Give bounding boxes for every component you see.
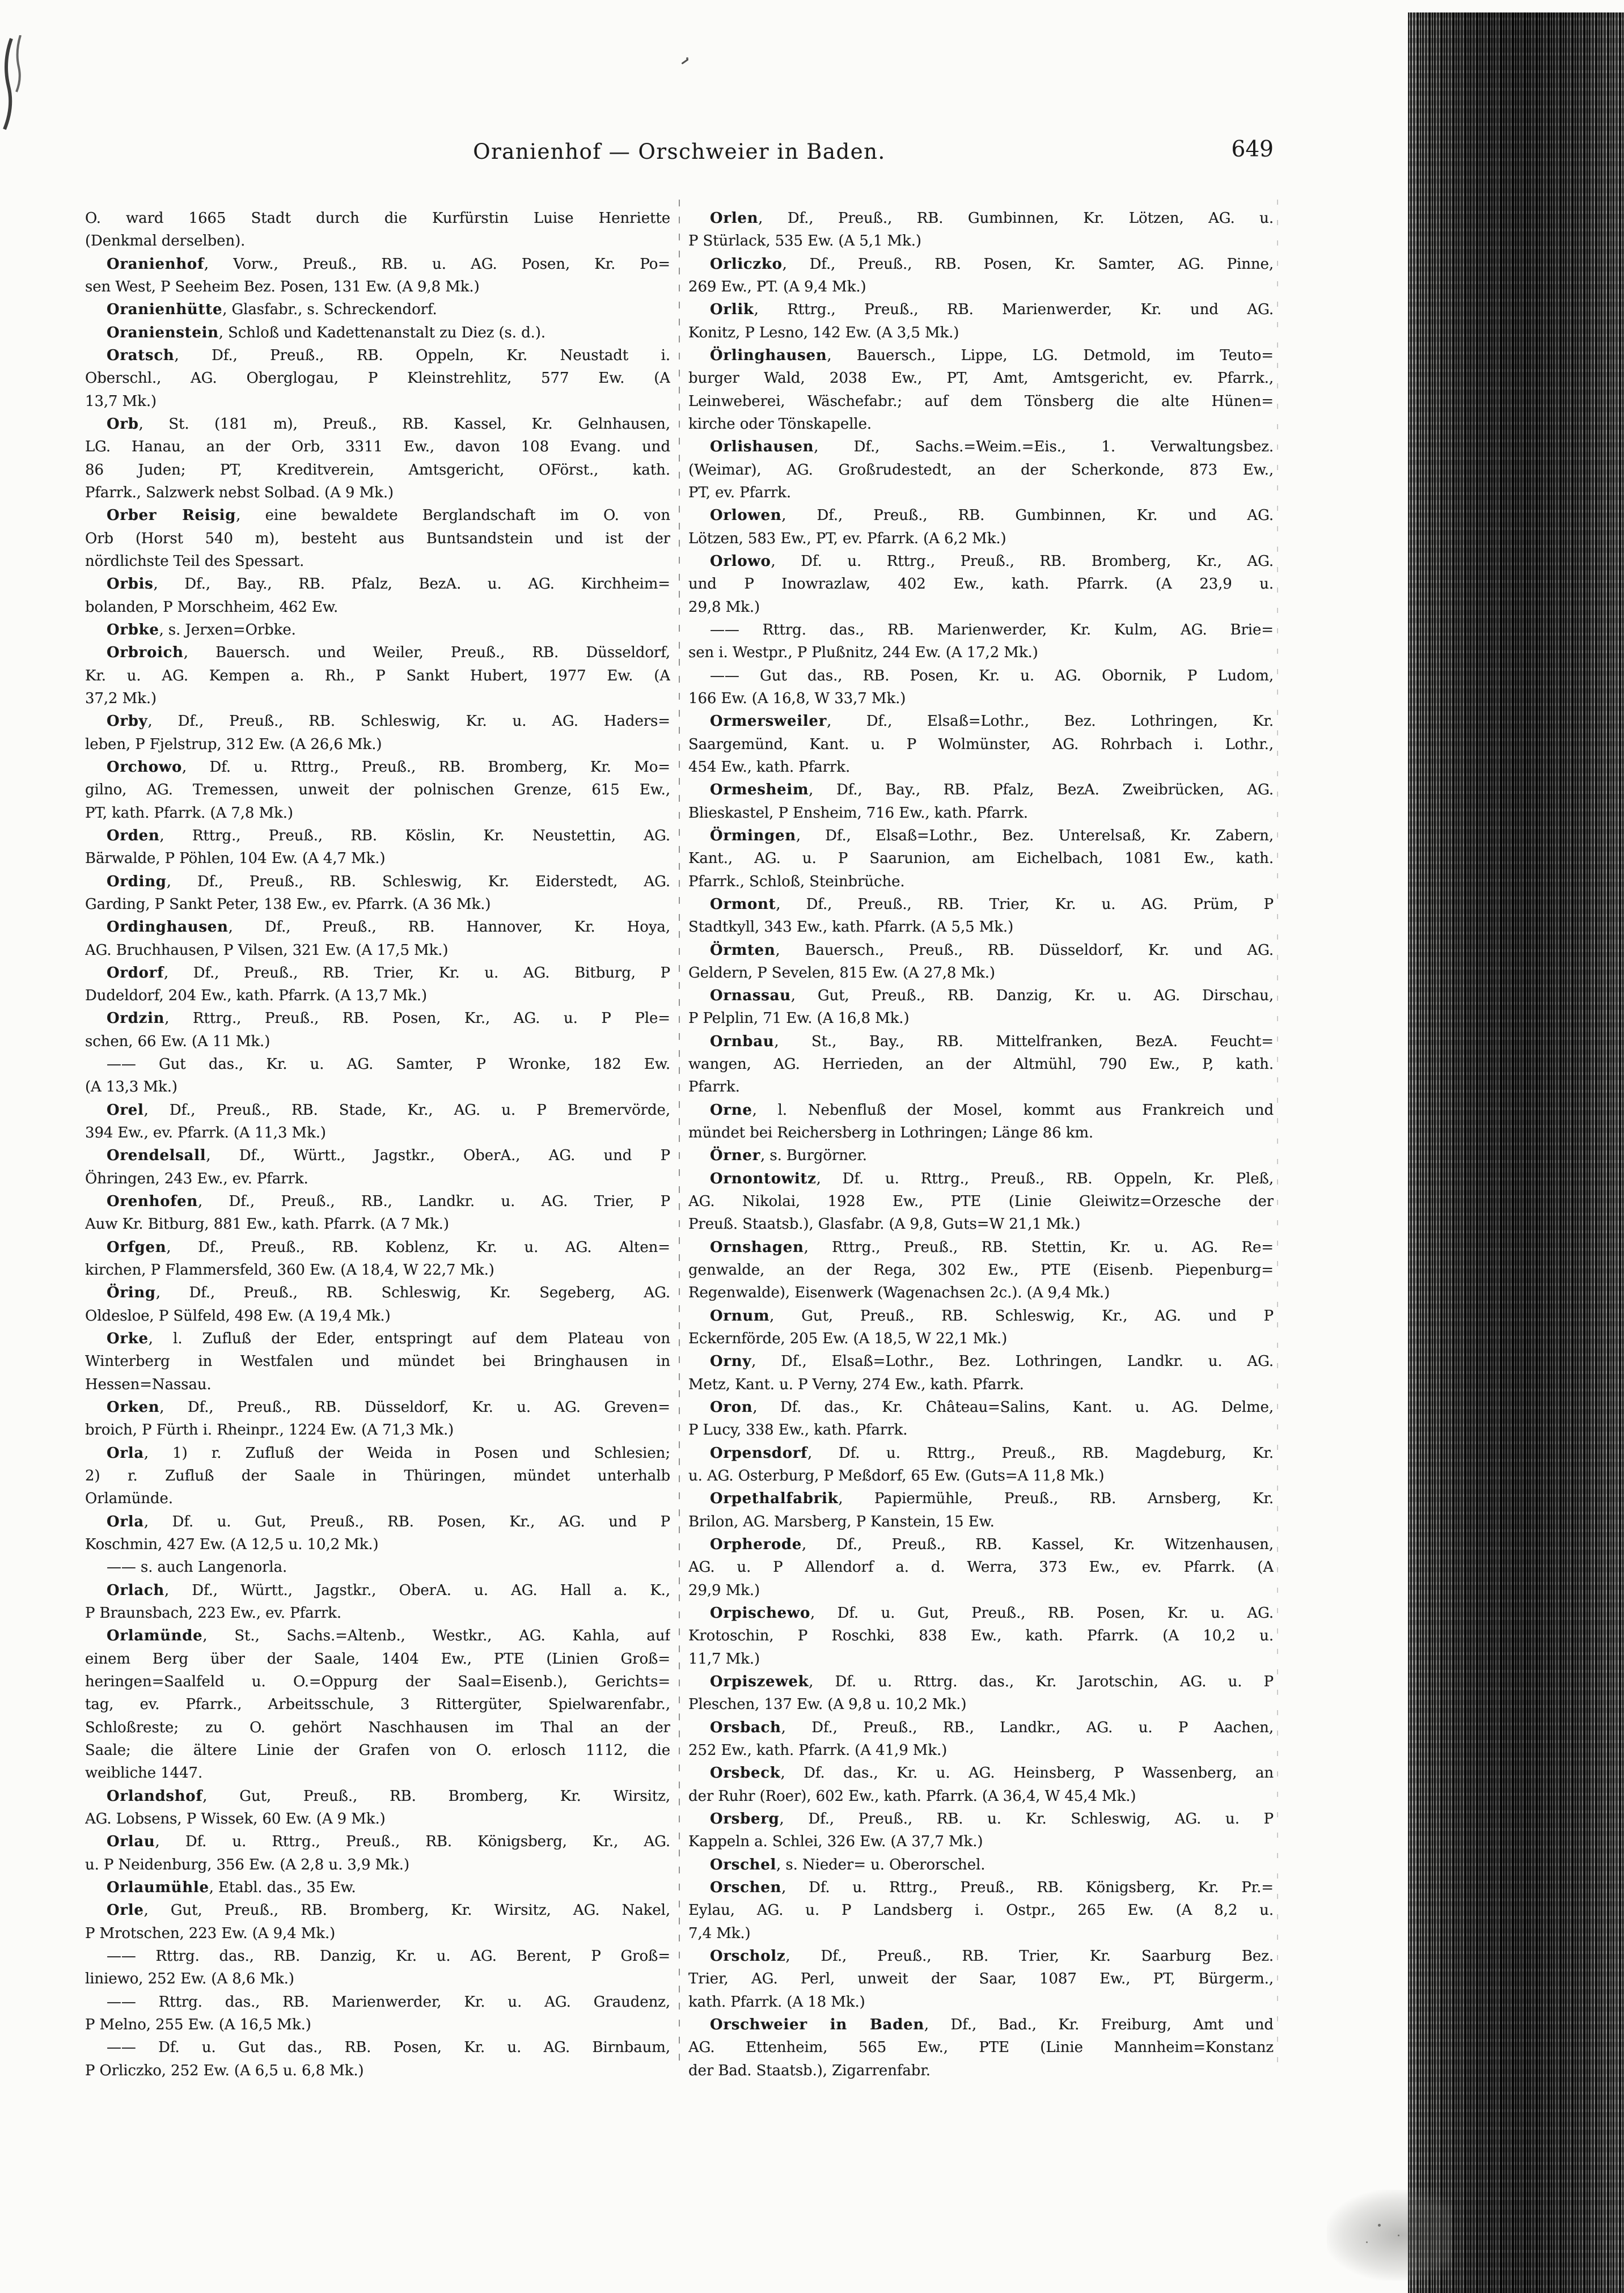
entry-line: —— Rttrg. das., RB. Marienwerder, Kr. Kulm, AG. Brie= bbox=[710, 621, 1274, 638]
entry-line: P Mrotschen, 223 Ew. (A 9,4 Mk.) bbox=[85, 1924, 336, 1942]
entry-line: Garding, P Sankt Peter, 138 Ew., ev. Pfarrk. (A 36 Mk.) bbox=[85, 895, 491, 913]
entry-headword: Orber Reisig bbox=[107, 507, 236, 524]
entry-headword: Oranienhof bbox=[107, 255, 204, 273]
entry-line: Blieskastel, P Ensheim, 716 Ew., kath. Pfarrk. bbox=[688, 804, 1028, 822]
entry-headword: Orlishausen bbox=[710, 438, 814, 456]
entry-line: Orpensdorf, Df. u. Rttrg., Preuß., RB. Magdeburg, Kr. bbox=[710, 1444, 1274, 1462]
entry-line: Kr. u. AG. Kempen a. Rh., P Sankt Hubert, 1977 Ew. (A bbox=[85, 667, 670, 684]
entry-line: LG. Hanau, an der Orb, 3311 Ew., davon 108 Evang. und bbox=[85, 438, 670, 456]
entry-headword: Orlaumühle bbox=[107, 1879, 209, 1896]
entry-line: 86 Juden; PT, Kreditverein, Amtsgericht, OFörst., kath. bbox=[85, 461, 670, 479]
entry-line: Kant., AG. u. P Saarunion, am Eichelbach, 1081 Ew., kath. bbox=[688, 850, 1274, 868]
entry-line: 252 Ew., kath. Pfarrk. (A 41,9 Mk.) bbox=[688, 1741, 948, 1759]
entry-line: Bärwalde, P Pöhlen, 104 Ew. (A 4,7 Mk.) bbox=[85, 850, 386, 868]
entry-headword: Örmingen bbox=[710, 827, 796, 844]
entry-line: Oldesloe, P Sülfeld, 498 Ew. (A 19,4 Mk.) bbox=[85, 1307, 391, 1325]
entry-line: Ormont, Df., Preuß., RB. Trier, Kr. u. AG. Prüm, P bbox=[710, 895, 1274, 913]
entry-headword: Öring bbox=[107, 1284, 156, 1302]
entry-headword: Orbke bbox=[107, 621, 159, 638]
entry-line: einem Berg über der Saale, 1404 Ew., PTE (Linien Groß= bbox=[85, 1650, 670, 1668]
entry-headword: Ormersweiler bbox=[710, 713, 827, 730]
entry-line: 454 Ew., kath. Pfarrk. bbox=[688, 758, 851, 776]
entry-line: (Weimar), AG. Großrudestedt, an der Scherkonde, 873 Ew., bbox=[688, 461, 1274, 479]
entry-headword: Orschel bbox=[710, 1856, 777, 1873]
entry-line: kirchen, P Flammersfeld, 360 Ew. (A 18,4, W 22,7 Mk.) bbox=[85, 1262, 494, 1279]
entry-headword: Orel bbox=[107, 1101, 144, 1119]
right-margin-rule bbox=[1277, 200, 1278, 2066]
entry-line: 37,2 Mk.) bbox=[85, 689, 157, 707]
entry-line: O. ward 1665 Stadt durch die Kurfürstin Luise Henriette bbox=[85, 210, 670, 227]
entry-line: u. P Neidenburg, 356 Ew. (A 2,8 u. 3,9 Mk.) bbox=[85, 1856, 409, 1873]
entry-line: 269 Ew., PT. (A 9,4 Mk.) bbox=[688, 278, 866, 295]
entry-line: —— Rttrg. das., RB. Marienwerder, Kr. u. AG. Graudenz, bbox=[107, 1993, 670, 2011]
entry-line: weibliche 1447. bbox=[85, 1765, 203, 1782]
entry-line: AG. Bruchhausen, P Vilsen, 321 Ew. (A 17,5 Mk.) bbox=[85, 941, 449, 959]
entry-headword: Orbis bbox=[107, 576, 154, 593]
entry-line: liniewo, 252 Ew. (A 8,6 Mk.) bbox=[85, 1970, 294, 1988]
entry-headword: Orscholz bbox=[710, 1947, 786, 1965]
entry-line: Konitz, P Lesno, 142 Ew. (A 3,5 Mk.) bbox=[688, 324, 959, 341]
entry-line: Ordorf, Df., Preuß., RB. Trier, Kr. u. AG. Bitburg, P bbox=[107, 964, 670, 981]
entry-line: Ordinghausen, Df., Preuß., RB. Hannover, Kr. Hoya, bbox=[107, 919, 670, 936]
entry-line: nördlichste Teil des Spessart. bbox=[85, 552, 304, 570]
entry-line: Ording, Df., Preuß., RB. Schleswig, Kr. Eiderstedt, AG. bbox=[107, 873, 670, 890]
entry-line: 29,9 Mk.) bbox=[688, 1581, 760, 1599]
entry-line: Orbis, Df., Bay., RB. Pfalz, BezA. u. AG. Kirchheim= bbox=[107, 576, 670, 593]
entry-line: wangen, AG. Herrieden, an der Altmühl, 790 Ew., P, kath. bbox=[688, 1056, 1274, 1073]
entry-headword: Oron bbox=[710, 1399, 753, 1416]
entry-line: Orlen, Df., Preuß., RB. Gumbinnen, Kr. Lötzen, AG. u. bbox=[710, 210, 1274, 227]
entry-line: Leinweberei, Wäschefabr.; auf dem Tönsberg die alte Hünen= bbox=[688, 392, 1274, 410]
entry-line: Orlishausen, Df., Sachs.=Weim.=Eis., 1. Verwaltungsbez. bbox=[710, 438, 1274, 456]
entry-line: PT, ev. Pfarrk. bbox=[688, 484, 792, 501]
entry-line: Orlik, Rttrg., Preuß., RB. Marienwerder, Kr. und AG. bbox=[710, 301, 1274, 319]
entry-line: Orfgen, Df., Preuß., RB. Koblenz, Kr. u. AG. Alten= bbox=[107, 1238, 670, 1256]
entry-headword: Orla bbox=[107, 1513, 144, 1530]
entry-line: bolanden, P Morschheim, 462 Ew. bbox=[85, 598, 339, 616]
entry-line: (A 13,3 Mk.) bbox=[85, 1078, 177, 1096]
entry-line: Orsbach, Df., Preuß., RB., Landkr., AG. u. P Aachen, bbox=[710, 1719, 1274, 1736]
entry-line: Ornum, Gut, Preuß., RB. Schleswig, Kr., AG. und P bbox=[710, 1307, 1274, 1325]
entry-line: Preuß. Staatsb.), Glasfabr. (A 9,8, Guts=W 21,1 Mk.) bbox=[688, 1216, 1081, 1233]
entry-line: AG. Lobsens, P Wissek, 60 Ew. (A 9 Mk.) bbox=[85, 1810, 386, 1827]
entry-line: Auw Kr. Bitburg, 881 Ew., kath. Pfarrk. (A 7 Mk.) bbox=[85, 1216, 449, 1233]
entry-headword: Ornbau bbox=[710, 1033, 775, 1050]
entry-headword: Ormesheim bbox=[710, 781, 809, 799]
smudge-bottom-right bbox=[1327, 2190, 1452, 2281]
column-divider-rule bbox=[679, 200, 680, 2066]
entry-line: Brilon, AG. Marsberg, P Kanstein, 15 Ew. bbox=[688, 1513, 995, 1530]
entry-line: genwalde, an der Rega, 302 Ew., PTE (Eisenb. Piepenburg= bbox=[688, 1262, 1274, 1279]
entry-line: Oranienhof, Vorw., Preuß., RB. u. AG. Posen, Kr. Po= bbox=[107, 255, 670, 273]
entry-line: Orlamünde. bbox=[85, 1490, 174, 1508]
entry-line: Orsbeck, Df. das., Kr. u. AG. Heinsberg, P Wassenberg, an bbox=[710, 1765, 1274, 1782]
entry-line: Orscholz, Df., Preuß., RB. Trier, Kr. Saarburg Bez. bbox=[710, 1947, 1274, 1965]
entry-line: Orliczko, Df., Preuß., RB. Posen, Kr. Samter, AG. Pinne, bbox=[710, 255, 1274, 273]
entry-line: Pfarrk., Salzwerk nebst Solbad. (A 9 Mk.) bbox=[85, 484, 394, 501]
entry-line: —— Rttrg. das., RB. Danzig, Kr. u. AG. Berent, P Groß= bbox=[107, 1947, 670, 1965]
entry-headword: Orfgen bbox=[107, 1238, 167, 1256]
entry-line: Öhringen, 243 Ew., ev. Pfarrk. bbox=[85, 1170, 308, 1187]
entry-headword: Ordzin bbox=[107, 1010, 165, 1027]
entry-line: Ordzin, Rttrg., Preuß., RB. Posen, Kr., AG. u. P Ple= bbox=[107, 1010, 670, 1027]
entry-line: Ormersweiler, Df., Elsaß=Lothr., Bez. Lothringen, Kr. bbox=[710, 713, 1274, 730]
entry-line: 11,7 Mk.) bbox=[688, 1650, 760, 1668]
entry-line: 29,8 Mk.) bbox=[688, 598, 760, 616]
entry-headword: Orlau bbox=[107, 1833, 155, 1851]
entry-line: Orle, Gut, Preuß., RB. Bromberg, Kr. Wirsitz, AG. Nakel, bbox=[107, 1902, 670, 1919]
entry-line: Örmingen, Df., Elsaß=Lothr., Bez. Unterelsaß, Kr. Zabern, bbox=[710, 827, 1274, 844]
entry-line: Kappeln a. Schlei, 326 Ew. (A 37,7 Mk.) bbox=[688, 1833, 983, 1851]
entry-line: —— Df. u. Gut das., RB. Posen, Kr. u. AG. Birnbaum, bbox=[107, 2039, 670, 2057]
column-right bbox=[688, 207, 1274, 2082]
entry-headword: Orsbeck bbox=[710, 1765, 781, 1782]
entry-line: Krotoschin, P Roschki, 838 Ew., kath. Pfarrk. (A 10,2 u. bbox=[688, 1627, 1274, 1645]
column-left bbox=[85, 207, 670, 2082]
entry-line: Ornbau, St., Bay., RB. Mittelfranken, BezA. Feucht= bbox=[710, 1033, 1274, 1050]
entry-line: P Orliczko, 252 Ew. (A 6,5 u. 6,8 Mk.) bbox=[85, 2062, 364, 2079]
entry-line: Pfarrk., Schloß, Steinbrüche. bbox=[688, 873, 905, 890]
entry-line: Pfarrk. bbox=[688, 1078, 740, 1096]
entry-line: der Bad. Staatsb.), Zigarrenfabr. bbox=[688, 2062, 931, 2079]
entry-line: Öring, Df., Preuß., RB. Schleswig, Kr. Segeberg, AG. bbox=[107, 1284, 670, 1302]
entry-line: 2) r. Zufluß der Saale in Thüringen, mündet unterhalb bbox=[85, 1467, 670, 1485]
entry-line: Ornshagen, Rttrg., Preuß., RB. Stettin, Kr. u. AG. Re= bbox=[710, 1238, 1274, 1256]
entry-line: Oranienstein, Schloß und Kadettenanstalt zu Diez (s. d.). bbox=[107, 324, 546, 341]
entry-line: Orpischewo, Df. u. Gut, Preuß., RB. Posen, Kr. u. AG. bbox=[710, 1605, 1274, 1622]
dirt-speck bbox=[680, 57, 690, 67]
entry-line: mündet bei Reichersberg in Lothringen; Länge 86 km. bbox=[688, 1124, 1094, 1142]
entry-line: Oberschl., AG. Oberglogau, P Kleinstrehlitz, 577 Ew. (A bbox=[85, 370, 670, 387]
entry-line: Saale; die ältere Linie der Grafen von O. erlosch 1112, die bbox=[85, 1741, 670, 1759]
entry-line: AG. Ettenheim, 565 Ew., PTE (Linie Mannheim=Konstanz bbox=[688, 2039, 1274, 2057]
entry-headword: Ornassau bbox=[710, 987, 791, 1005]
entry-headword: Orbroich bbox=[107, 644, 184, 662]
entry-line: 13,7 Mk.) bbox=[85, 392, 157, 410]
entry-line: Winterberg in Westfalen und mündet bei Bringhausen in bbox=[85, 1353, 670, 1370]
entry-line: Oratsch, Df., Preuß., RB. Oppeln, Kr. Neustadt i. bbox=[107, 346, 670, 364]
entry-line: Orber Reisig, eine bewaldete Berglandschaft im O. von bbox=[107, 507, 670, 524]
book-edge-scan-artifact bbox=[1408, 12, 1624, 2293]
entry-line: Orschel, s. Nieder= u. Oberorschel. bbox=[710, 1856, 986, 1873]
entry-line: 394 Ew., ev. Pfarrk. (A 11,3 Mk.) bbox=[85, 1124, 326, 1142]
entry-line: burger Wald, 2038 Ew., PT, Amt, Amtsgericht, ev. Pfarrk., bbox=[688, 370, 1274, 387]
entry-line: Schloßreste; zu O. gehört Naschhausen im Thal an der bbox=[85, 1719, 670, 1736]
entry-line: Geldern, P Sevelen, 815 Ew. (A 27,8 Mk.) bbox=[688, 964, 995, 981]
entry-headword: Orenhofen bbox=[107, 1193, 198, 1211]
entry-line: Orenhofen, Df., Preuß., RB., Landkr. u. AG. Trier, P bbox=[107, 1193, 670, 1211]
entry-headword: Orliczko bbox=[710, 255, 783, 273]
entry-line: Orel, Df., Preuß., RB. Stade, Kr., AG. u. P Bremervörde, bbox=[107, 1101, 670, 1119]
entry-headword: Orsberg bbox=[710, 1810, 780, 1827]
entry-line: broich, P Fürth i. Rheinpr., 1224 Ew. (A 71,3 Mk.) bbox=[85, 1422, 454, 1439]
entry-line: sen i. Westpr., P Plußnitz, 244 Ew. (A 17,2 Mk.) bbox=[688, 644, 1038, 662]
entry-line: Lötzen, 583 Ew., PT, ev. Pfarrk. (A 6,2 Mk.) bbox=[688, 530, 1006, 547]
entry-line: (Denkmal derselben). bbox=[85, 232, 246, 250]
entry-headword: Ornum bbox=[710, 1307, 770, 1325]
entry-headword: Örner bbox=[710, 1147, 760, 1165]
entry-headword: Orlach bbox=[107, 1581, 165, 1599]
entry-headword: Orne bbox=[710, 1101, 752, 1119]
entry-headword: Orden bbox=[107, 827, 160, 844]
entry-line: Ornontowitz, Df. u. Rttrg., Preuß., RB. Oppeln, Kr. Pleß, bbox=[710, 1170, 1274, 1187]
entry-line: Orb, St. (181 m), Preuß., RB. Kassel, Kr. Gelnhausen, bbox=[107, 415, 670, 433]
entry-line: heringen=Saalfeld u. O.=Oppurg der Saal=Eisenb.), Gerichts= bbox=[85, 1673, 670, 1690]
entry-line: leben, P Fjelstrup, 312 Ew. (A 26,6 Mk.) bbox=[85, 735, 382, 753]
entry-line: Eckernförde, 205 Ew. (A 18,5, W 22,1 Mk.) bbox=[688, 1330, 1008, 1348]
entry-line: Örner, s. Burgörner. bbox=[710, 1147, 867, 1165]
entry-headword: Orendelsall bbox=[107, 1147, 206, 1165]
entry-headword: Orby bbox=[107, 713, 148, 730]
entry-headword: Orlik bbox=[710, 301, 754, 319]
entry-headword: Orken bbox=[107, 1399, 160, 1416]
entry-headword: Orb bbox=[107, 415, 139, 433]
entry-line: Orlaumühle, Etabl. das., 35 Ew. bbox=[107, 1879, 356, 1896]
ink-smear-top-left bbox=[0, 35, 31, 149]
entry-line: tag, ev. Pfarrk., Arbeitsschule, 3 Rittergüter, Spielwarenfabr., bbox=[85, 1696, 670, 1714]
entry-line: gilno, AG. Tremessen, unweit der polnischen Grenze, 615 Ew., bbox=[85, 781, 670, 799]
entry-line: Regenwalde), Eisenwerk (Wagenachsen 2c.). (A 9,4 Mk.) bbox=[688, 1284, 1110, 1302]
entry-line: Saargemünd, Kant. u. P Wolmünster, AG. Rohrbach i. Lothr., bbox=[688, 735, 1274, 753]
entry-headword: Örmten bbox=[710, 941, 776, 959]
entry-headword: Ordinghausen bbox=[107, 919, 229, 936]
entry-line: Metz, Kant. u. P Verny, 274 Ew., kath. Pfarrk. bbox=[688, 1376, 1024, 1393]
entry-line: Orny, Df., Elsaß=Lothr., Bez. Lothringen, Landkr. u. AG. bbox=[710, 1353, 1274, 1370]
entry-line: Orschweier in Baden, Df., Bad., Kr. Freiburg, Amt und bbox=[710, 2016, 1274, 2033]
page-number: 649 bbox=[1231, 137, 1274, 162]
entry-line: Orke, l. Zufluß der Eder, entspringt auf dem Plateau von bbox=[107, 1330, 670, 1348]
entry-line: Orsberg, Df., Preuß., RB. u. Kr. Schleswig, AG. u. P bbox=[710, 1810, 1274, 1827]
entry-line: Orschen, Df. u. Rttrg., Preuß., RB. Königsberg, Kr. Pr.= bbox=[710, 1879, 1274, 1896]
entry-headword: Örlinghausen bbox=[710, 346, 827, 364]
entry-line: kirche oder Tönskapelle. bbox=[688, 415, 872, 433]
entry-headword: Orny bbox=[710, 1353, 752, 1370]
entry-line: Oranienhütte, Glasfabr., s. Schreckendorf. bbox=[107, 301, 437, 319]
entry-headword: Orke bbox=[107, 1330, 149, 1348]
entry-line: Orlamünde, St., Sachs.=Altenb., Westkr., AG. Kahla, auf bbox=[107, 1627, 670, 1645]
entry-line: —— s. auch Langenorla. bbox=[107, 1559, 287, 1576]
entry-line: Orpethalfabrik, Papiermühle, Preuß., RB. Arnsberg, Kr. bbox=[710, 1490, 1274, 1508]
entry-line: kath. Pfarrk. (A 18 Mk.) bbox=[688, 1993, 865, 2011]
entry-line: Trier, AG. Perl, unweit der Saar, 1087 Ew., PT, Bürgerm., bbox=[688, 1970, 1274, 1988]
speck-dot bbox=[686, 57, 688, 60]
entry-line: Orby, Df., Preuß., RB. Schleswig, Kr. u. AG. Haders= bbox=[107, 713, 670, 730]
entry-headword: Orpischewo bbox=[710, 1605, 811, 1622]
entry-line: Orlandshof, Gut, Preuß., RB. Bromberg, Kr. Wirsitz, bbox=[107, 1787, 670, 1805]
entry-headword: Orpensdorf bbox=[710, 1444, 808, 1462]
entry-line: Orla, 1) r. Zufluß der Weida in Posen und Schlesien; bbox=[107, 1444, 670, 1462]
entry-line: Ormesheim, Df., Bay., RB. Pfalz, BezA. Zweibrücken, AG. bbox=[710, 781, 1274, 799]
entry-headword: Oranienstein bbox=[107, 324, 219, 341]
entry-line: der Ruhr (Roer), 602 Ew., kath. Pfarrk. (A 36,4, W 45,4 Mk.) bbox=[688, 1787, 1136, 1805]
entry-line: und P Inowrazlaw, 402 Ew., kath. Pfarrk. (A 23,9 u. bbox=[688, 576, 1274, 593]
entry-headword: Orpherode bbox=[710, 1536, 802, 1554]
entry-line: Orbroich, Bauersch. und Weiler, Preuß., RB. Düsseldorf, bbox=[107, 644, 670, 662]
entry-line: P Stürlack, 535 Ew. (A 5,1 Mk.) bbox=[688, 232, 921, 250]
entry-line: —— Gut das., Kr. u. AG. Samter, P Wronke, 182 Ew. bbox=[107, 1056, 670, 1073]
entry-line: Orendelsall, Df., Württ., Jagstkr., OberA., AG. und P bbox=[107, 1147, 670, 1165]
entry-headword: Oranienhütte bbox=[107, 301, 223, 319]
entry-line: Ornassau, Gut, Preuß., RB. Danzig, Kr. u. AG. Dirschau, bbox=[710, 987, 1274, 1005]
entry-line: 7,4 Mk.) bbox=[688, 1924, 751, 1942]
entry-line: Orlowo, Df. u. Rttrg., Preuß., RB. Bromberg, Kr., AG. bbox=[710, 552, 1274, 570]
entry-headword: Orschweier in Baden bbox=[710, 2016, 924, 2033]
entry-headword: Orle bbox=[107, 1902, 144, 1919]
entry-headword: Ording bbox=[107, 873, 167, 890]
entry-line: Orbke, s. Jerxen=Orbke. bbox=[107, 621, 296, 638]
entry-line: Orpherode, Df., Preuß., RB. Kassel, Kr. Witzenhausen, bbox=[710, 1536, 1274, 1554]
entry-line: —— Gut das., RB. Posen, Kr. u. AG. Obornik, P Ludom, bbox=[710, 667, 1274, 684]
entry-line: Orken, Df., Preuß., RB. Düsseldorf, Kr. u. AG. Greven= bbox=[107, 1399, 670, 1416]
entry-headword: Orpiszewek bbox=[710, 1673, 809, 1690]
entry-headword: Orlamünde bbox=[107, 1627, 203, 1645]
entry-line: Orden, Rttrg., Preuß., RB. Köslin, Kr. Neustettin, AG. bbox=[107, 827, 670, 844]
entry-headword: Oratsch bbox=[107, 346, 175, 364]
entry-line: Eylau, AG. u. P Landsberg i. Ostpr., 265 Ew. (A 8,2 u. bbox=[688, 1902, 1274, 1919]
entry-line: Koschmin, 427 Ew. (A 12,5 u. 10,2 Mk.) bbox=[85, 1536, 379, 1554]
entry-line: Örmten, Bauersch., Preuß., RB. Düsseldorf, Kr. und AG. bbox=[710, 941, 1274, 959]
entry-line: AG. u. P Allendorf a. d. Werra, 373 Ew., ev. Pfarrk. (A bbox=[688, 1559, 1274, 1576]
entry-line: Oron, Df. das., Kr. Château=Salins, Kant. u. AG. Delme, bbox=[710, 1399, 1274, 1416]
entry-line: Orlau, Df. u. Rttrg., Preuß., RB. Königsberg, Kr., AG. bbox=[107, 1833, 670, 1851]
entry-line: Pleschen, 137 Ew. (A 9,8 u. 10,2 Mk.) bbox=[688, 1696, 967, 1714]
entry-headword: Orschen bbox=[710, 1879, 782, 1896]
entry-line: Dudeldorf, 204 Ew., kath. Pfarrk. (A 13,7 Mk.) bbox=[85, 987, 427, 1005]
entry-line: PT, kath. Pfarrk. (A 7,8 Mk.) bbox=[85, 804, 293, 822]
entry-headword: Orlowen bbox=[710, 507, 782, 524]
entry-line: Orla, Df. u. Gut, Preuß., RB. Posen, Kr., AG. und P bbox=[107, 1513, 670, 1530]
entry-headword: Ordorf bbox=[107, 964, 164, 981]
entry-headword: Ornontowitz bbox=[710, 1170, 817, 1187]
entry-headword: Orlen bbox=[710, 210, 759, 227]
entry-line: Hessen=Nassau. bbox=[85, 1376, 212, 1393]
entry-line: P Lucy, 338 Ew., kath. Pfarrk. bbox=[688, 1422, 908, 1439]
entry-line: AG. Nikolai, 1928 Ew., PTE (Linie Gleiwitz=Orzesche der bbox=[688, 1193, 1274, 1211]
entry-line: Orlach, Df., Württ., Jagstkr., OberA. u. AG. Hall a. K., bbox=[107, 1581, 670, 1599]
entry-headword: Orlandshof bbox=[107, 1787, 203, 1805]
entry-headword: Ormont bbox=[710, 895, 776, 913]
entry-headword: Orsbach bbox=[710, 1719, 781, 1736]
entry-line: Stadtkyll, 343 Ew., kath. Pfarrk. (A 5,5 Mk.) bbox=[688, 919, 1014, 936]
entry-line: 166 Ew. (A 16,8, W 33,7 Mk.) bbox=[688, 689, 906, 707]
entry-line: sen West, P Seeheim Bez. Posen, 131 Ew. (A 9,8 Mk.) bbox=[85, 278, 480, 295]
entry-line: Orchowo, Df. u. Rttrg., Preuß., RB. Bromberg, Kr. Mo= bbox=[107, 758, 670, 776]
entry-line: P Pelplin, 71 Ew. (A 16,8 Mk.) bbox=[688, 1010, 910, 1027]
entry-line: Orne, l. Nebenfluß der Mosel, kommt aus Frankreich und bbox=[710, 1101, 1274, 1119]
entry-line: u. AG. Osterburg, P Meßdorf, 65 Ew. (Guts=A 11,8 Mk.) bbox=[688, 1467, 1105, 1485]
entry-headword: Orchowo bbox=[107, 758, 183, 776]
entry-headword: Orpethalfabrik bbox=[710, 1490, 839, 1508]
entry-line: P Melno, 255 Ew. (A 16,5 Mk.) bbox=[85, 2016, 311, 2033]
entry-headword: Ornshagen bbox=[710, 1238, 804, 1256]
entry-line: Orpiszewek, Df. u. Rttrg. das., Kr. Jarotschin, AG. u. P bbox=[710, 1673, 1274, 1690]
entry-line: Orb (Horst 540 m), besteht aus Buntsandstein und ist der bbox=[85, 530, 670, 547]
entry-headword: Orla bbox=[107, 1444, 144, 1462]
entry-headword: Orlowo bbox=[710, 552, 771, 570]
entry-line: P Braunsbach, 223 Ew., ev. Pfarrk. bbox=[85, 1605, 342, 1622]
page-header-title: Oranienhof — Orschweier in Baden. bbox=[473, 139, 886, 164]
entry-line: schen, 66 Ew. (A 11 Mk.) bbox=[85, 1033, 270, 1050]
entry-line: Örlinghausen, Bauersch., Lippe, LG. Detmold, im Teuto= bbox=[710, 346, 1274, 364]
entry-line: Orlowen, Df., Preuß., RB. Gumbinnen, Kr. und AG. bbox=[710, 507, 1274, 524]
